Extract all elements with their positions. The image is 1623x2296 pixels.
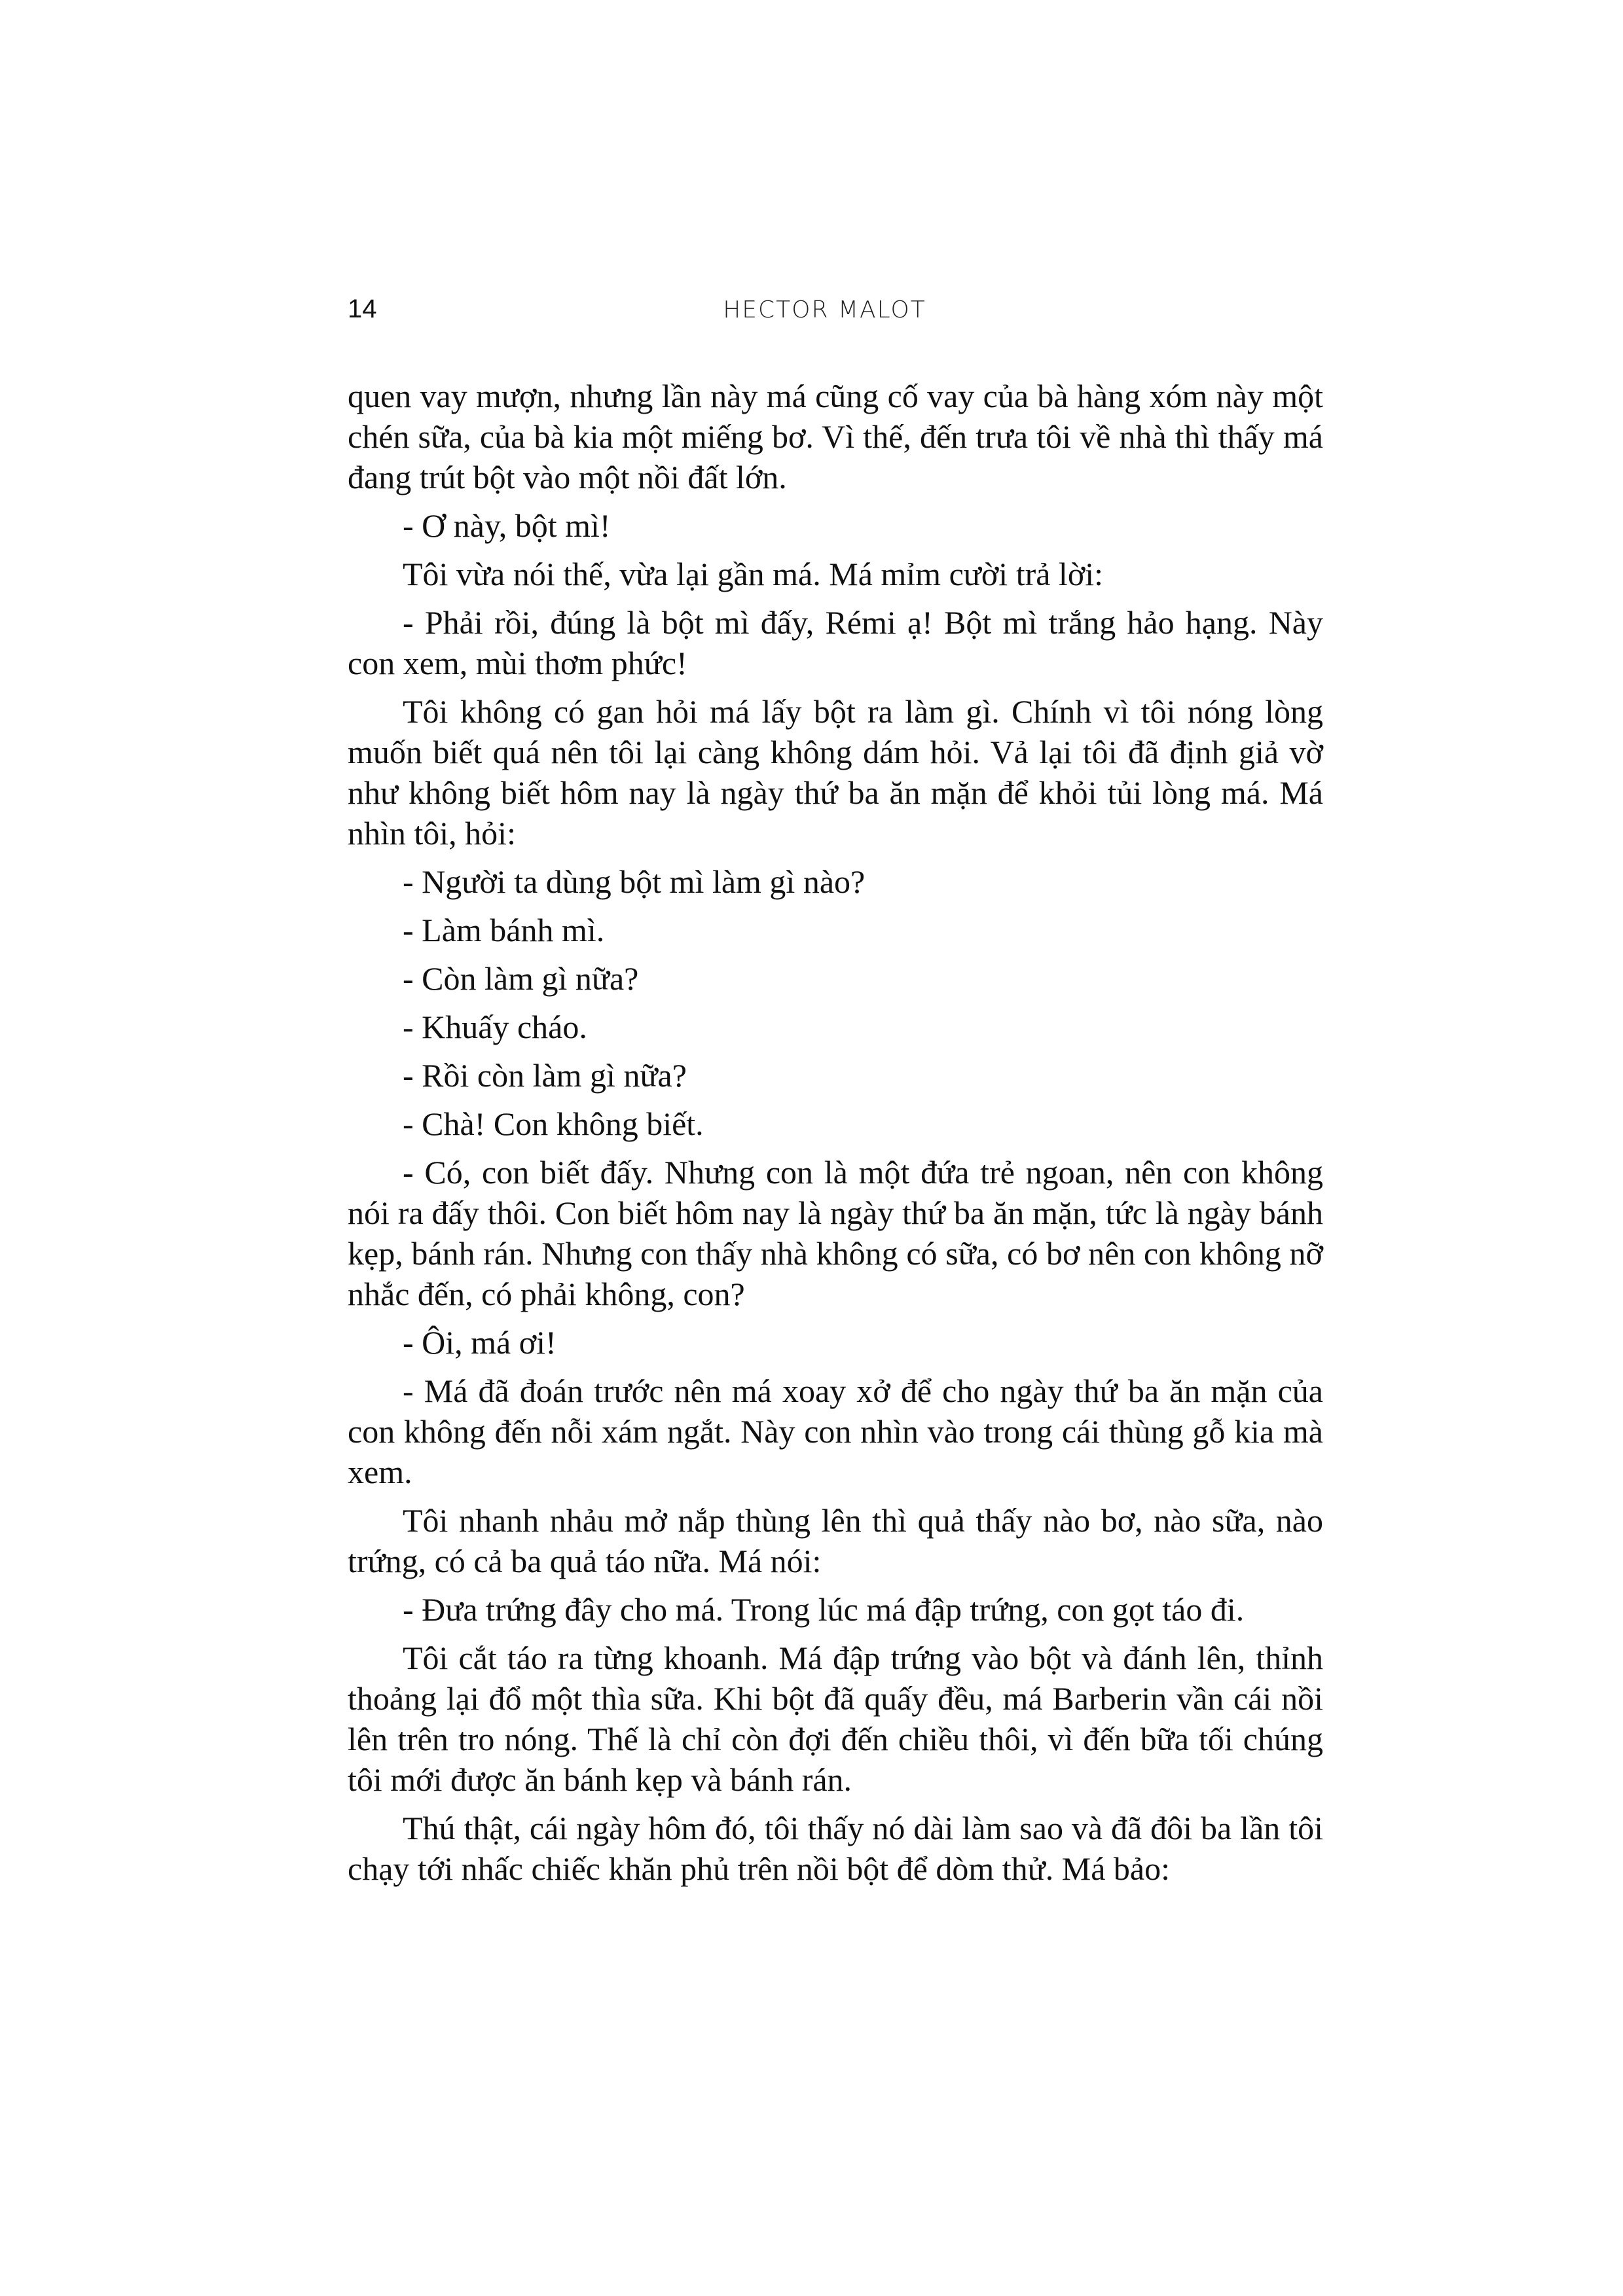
paragraph: - Phải rồi, đúng là bột mì đấy, Rémi ạ! Bột mì trắng hảo hạng. Này con xem, mùi thơm phức! <box>348 604 1323 681</box>
paragraph: - Chà! Con không biết. <box>403 1105 704 1142</box>
paragraph: - Còn làm gì nữa? <box>403 960 639 997</box>
paragraph: Tôi cắt táo ra từng khoanh. Má đập trứng vào bột và đánh lên, thỉnh thoảng lại đổ một thìa sữa. Khi bột đã quấy đều, má Barberin vần cái nồi lên trên tro nóng. Thế là chỉ còn đợi đến chiều thôi, vì đến bữa tối chúng tôi mới được ăn bánh kẹp và bánh rán. <box>348 1640 1323 1798</box>
paragraph: - Người ta dùng bột mì làm gì nào? <box>403 863 866 900</box>
paragraph: Thú thật, cái ngày hôm đó, tôi thấy nó dài làm sao và đã đôi ba lần tôi chạy tới nhấc chiếc khăn phủ trên nồi bột để dòm thử. Má bảo: <box>348 1810 1323 1887</box>
body-text <box>348 376 1323 1897</box>
paragraph: - Rồi còn làm gì nữa? <box>403 1057 687 1094</box>
paragraph: - Khuấy cháo. <box>403 1009 587 1045</box>
page-number: 14 <box>348 295 377 323</box>
paragraph: - Có, con biết đấy. Nhưng con là một đứa trẻ ngoan, nên con không nói ra đấy thôi. Con biết hôm nay là ngày thứ ba ăn mặn, tức là ngày bánh kẹp, bánh rán. Nhưng con thấy nhà không có sữa, có bơ nên con không nỡ nhắc đến, có phải không, con? <box>348 1154 1323 1312</box>
paragraph: Tôi vừa nói thế, vừa lại gần má. Má mỉm cười trả lời: <box>403 556 1104 592</box>
paragraph: - Đưa trứng đây cho má. Trong lúc má đập trứng, con gọt táo đi. <box>403 1591 1245 1628</box>
paragraph: - Ôi, má ơi! <box>403 1324 556 1361</box>
running-title: HECTOR MALOT <box>723 296 926 323</box>
paragraph: - Làm bánh mì. <box>403 912 605 948</box>
paragraph: quen vay mượn, nhưng lần này má cũng cố vay của bà hàng xóm này một chén sữa, của bà kia một miếng bơ. Vì thế, đến trưa tôi về nhà thì thấy má đang trút bột vào một nồi đất lớn. <box>348 378 1323 495</box>
paragraph: - Má đã đoán trước nên má xoay xở để cho ngày thứ ba ăn mặn của con không đến nỗi xám ngắt. Này con nhìn vào trong cái thùng gỗ kia mà xem. <box>348 1372 1323 1490</box>
paragraph: - Ơ này, bột mì! <box>403 507 611 544</box>
paragraph: Tôi nhanh nhảu mở nắp thùng lên thì quả thấy nào bơ, nào sữa, nào trứng, có cả ba quả táo nữa. Má nói: <box>348 1502 1323 1579</box>
paragraph: Tôi không có gan hỏi má lấy bột ra làm gì. Chính vì tôi nóng lòng muốn biết quá nên tôi lại càng không dám hỏi. Vả lại tôi đã định giả vờ như không biết hôm nay là ngày thứ ba ăn mặn để khỏi tủi lòng má. Má nhìn tôi, hỏi: <box>348 693 1323 852</box>
